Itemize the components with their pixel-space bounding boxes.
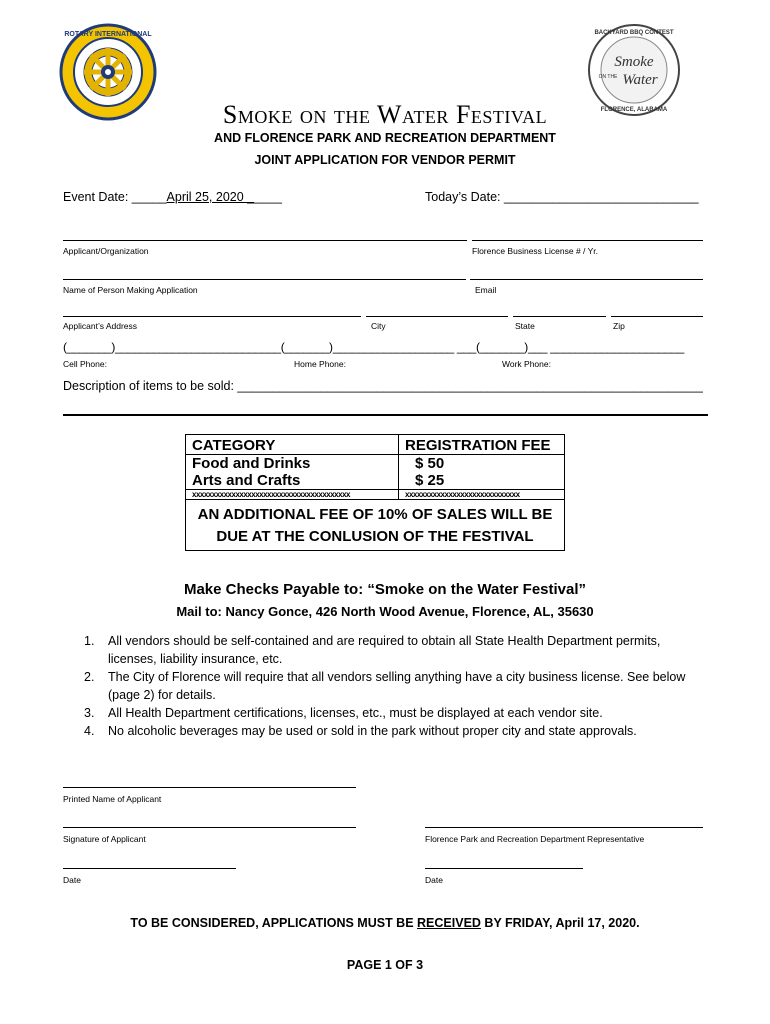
list-item: [84, 632, 704, 668]
rule-number: 4.: [84, 724, 95, 738]
bbq-smoke-text: Smoke: [614, 54, 654, 70]
x-right: xxxxxxxxxxxxxxxxxxxxxxxxxxxxx: [399, 490, 565, 500]
zip-line[interactable]: [611, 316, 703, 317]
subtitle-permit: JOINT APPLICATION FOR VENDOR PERMIT: [254, 153, 516, 167]
section-divider: [63, 414, 708, 416]
business-license-line[interactable]: [472, 240, 703, 241]
person-name-line[interactable]: [63, 279, 466, 280]
rule-text: All vendors should be self-contained and are required to obtain all State Health Department permits,: [108, 634, 661, 648]
x-row: [186, 490, 565, 500]
date-right-line[interactable]: [425, 868, 583, 869]
phone-numbers-line[interactable]: (_______)__________________________(_______)___________________ ___(_______)___ _____________________: [63, 340, 685, 354]
list-item: [84, 722, 704, 740]
event-date-label: Event Date: _____: [63, 190, 167, 204]
fee-note-row: [186, 500, 565, 551]
business-license-caption: Florence Business License # / Yr.: [472, 246, 598, 256]
category-header: CATEGORY: [186, 435, 399, 455]
signature-caption: Signature of Applicant: [63, 834, 146, 844]
email-line[interactable]: [470, 279, 703, 280]
checks-payable: Make Checks Payable to: “Smoke on the Water Festival”: [183, 581, 587, 598]
address-caption: Applicant’s Address: [63, 321, 138, 331]
description-field[interactable]: Description of items to be sold: ___________________________________________________________________: [63, 379, 703, 393]
fee-note-line2: DUE AT THE CONLUSION OF THE FESTIVAL: [216, 528, 534, 545]
page-number: PAGE 1 OF 3: [346, 958, 424, 972]
list-item: [84, 704, 704, 722]
subtitle-dept: AND FLORENCE PARK AND RECREATION DEPARTMENT: [214, 131, 556, 145]
bbq-water-text: Water: [622, 72, 658, 88]
fee-table: [185, 434, 565, 551]
deadline-post: BY FRIDAY, April 17, 2020.: [480, 916, 640, 930]
printed-name-caption: Printed Name of Applicant: [63, 794, 162, 804]
deadline-notice: [0, 916, 770, 930]
email-caption: Email: [475, 285, 497, 295]
mail-to: Mail to: Nancy Gonce, 426 North Wood Avenue, Florence, AL, 35630: [176, 604, 594, 619]
bbq-top-text: BACKYARD BBQ CONTEST: [594, 30, 674, 36]
event-date-value[interactable]: April 25, 2020 _: [166, 190, 255, 204]
category-food: Food and Drinks: [186, 455, 399, 473]
rule-number: 2.: [84, 670, 95, 684]
date-left-line[interactable]: [63, 868, 236, 869]
address-line[interactable]: [63, 316, 361, 317]
zip-caption: Zip: [613, 321, 625, 331]
rotary-ring-text: ROTARY INTERNATIONAL: [64, 31, 152, 38]
fee-food: $ 50: [399, 455, 565, 473]
city-line[interactable]: [366, 316, 508, 317]
rep-signature-line[interactable]: [425, 827, 703, 828]
rule-text-cont: (page 2) for details.: [108, 688, 216, 702]
work-phone-caption: Work Phone:: [502, 359, 551, 369]
rule-number: 3.: [84, 706, 95, 720]
fee-header-row: [186, 435, 565, 455]
rule-text: No alcoholic beverages may be used or sold in the park without proper city and state approvals.: [108, 724, 637, 738]
x-left: xxxxxxxxxxxxxxxxxxxxxxxxxxxxxxxxxxxxxxxx: [186, 490, 399, 500]
date-left-caption: Date: [63, 875, 81, 885]
applicant-org-caption: Applicant/Organization: [63, 246, 149, 256]
deadline-pre: TO BE CONSIDERED, APPLICATIONS MUST BE: [130, 916, 418, 930]
applicant-org-line[interactable]: [63, 240, 467, 241]
event-date-row: [63, 190, 282, 204]
page-title: Smoke on the Water Festival: [222, 100, 548, 129]
rule-text: The City of Florence will require that all vendors selling anything have a city business license. See below: [108, 670, 686, 684]
bbq-bottom-text: FLORENCE, ALABAMA: [600, 107, 668, 113]
rules-list: [84, 632, 704, 740]
date-right-caption: Date: [425, 875, 443, 885]
printed-name-line[interactable]: [63, 787, 356, 788]
cell-phone-caption: Cell Phone:: [63, 359, 107, 369]
rule-text: All Health Department certifications, licenses, etc., must be displayed at each vendor site.: [108, 706, 603, 720]
city-caption: City: [371, 321, 386, 331]
fee-note-line1: AN ADDITIONAL FEE OF 10% OF SALES WILL BE: [197, 506, 553, 523]
fee-header: REGISTRATION FEE: [399, 435, 565, 455]
person-name-caption: Name of Person Making Application: [63, 285, 198, 295]
todays-date-field[interactable]: Today’s Date: ____________________________: [425, 190, 699, 204]
rule-text-cont: licenses, liability insurance, etc.: [108, 652, 283, 666]
bbq-on-the-text: ON THE: [598, 74, 618, 80]
state-caption: State: [515, 321, 535, 331]
home-phone-caption: Home Phone:: [294, 359, 346, 369]
signature-line[interactable]: [63, 827, 356, 828]
deadline-received: RECEIVED: [417, 916, 481, 930]
list-item: [84, 668, 704, 704]
state-line[interactable]: [513, 316, 606, 317]
rep-caption: Florence Park and Recreation Department Representative: [425, 834, 645, 844]
event-date-tail: ____: [254, 190, 282, 204]
rule-number: 1.: [84, 634, 95, 648]
fee-row-food: [186, 455, 565, 473]
category-arts: Arts and Crafts: [186, 472, 399, 490]
fee-arts: $ 25: [399, 472, 565, 490]
fee-row-arts: [186, 472, 565, 490]
